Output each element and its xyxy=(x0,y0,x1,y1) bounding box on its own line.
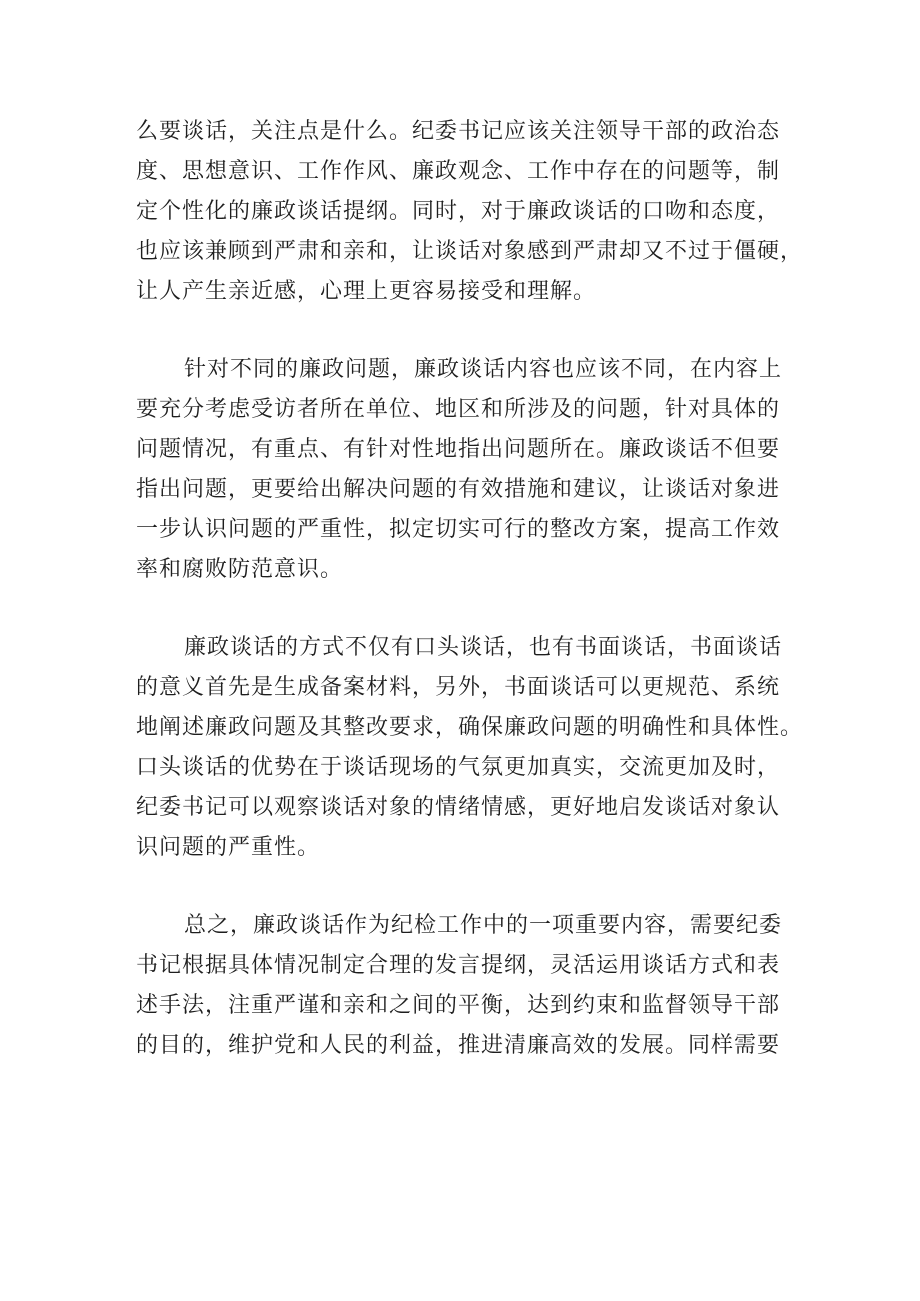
text-line: 定个性化的廉政谈话提纲。同时，对于廉政谈话的口吻和态度， xyxy=(136,199,781,224)
text-line: 口头谈话的优势在于谈话现场的气氛更加真实，交流更加及时， xyxy=(136,755,781,780)
text-line: 么要谈话，关注点是什么。纪委书记应该关注领导干部的政治态 xyxy=(136,119,781,144)
paragraph-spacing xyxy=(136,312,796,350)
text-line: 一步认识问题的严重性，拟定切实可行的整改方案，提高工作效 xyxy=(136,517,781,542)
text-line: 的意义首先是生成备案材料，另外，书面谈话可以更规范、系统 xyxy=(136,675,781,700)
text-line: 问题情况，有重点、有针对性地指出问题所在。廉政谈话不但要 xyxy=(136,437,781,462)
text-line: 述手法，注重严谨和亲和之间的平衡，达到约束和监督领导干部 xyxy=(136,993,781,1018)
text-line: 的目的，维护党和人民的利益，推进清廉高效的发展。同样需要 xyxy=(136,1033,781,1058)
text-line: 纪委书记可以观察谈话对象的情绪情感，更好地启发谈话对象认 xyxy=(136,795,781,820)
text-line: 识问题的严重性。 xyxy=(136,835,321,860)
text-line: 率和腐败防范意识。 xyxy=(136,557,344,582)
paragraph-spacing xyxy=(136,868,796,906)
text-line-indented: 针对不同的廉政问题，廉政谈话内容也应该不同，在内容上 xyxy=(184,357,783,382)
paragraph-4 xyxy=(136,906,796,1066)
text-line: 书记根据具体情况制定合理的发言提纲，灵活运用谈话方式和表 xyxy=(136,953,781,978)
paragraph-1 xyxy=(136,112,804,312)
text-line: 地阐述廉政问题及其整改要求，确保廉政问题的明确性和具体性。 xyxy=(136,715,804,740)
paragraph-3 xyxy=(136,628,804,868)
document-body xyxy=(136,112,804,1066)
paragraph-spacing xyxy=(136,590,796,628)
text-line-indented: 总之，廉政谈话作为纪检工作中的一项重要内容，需要纪委 xyxy=(184,913,783,938)
text-line: 也应该兼顾到严肃和亲和，让谈话对象感到严肃却又不过于僵硬， xyxy=(136,239,804,264)
paragraph-2 xyxy=(136,350,796,590)
text-line: 度、思想意识、工作作风、廉政观念、工作中存在的问题等，制 xyxy=(136,159,781,184)
text-line: 指出问题，更要给出解决问题的有效措施和建议，让谈话对象进 xyxy=(136,477,781,502)
text-line-indented: 廉政谈话的方式不仅有口头谈话，也有书面谈话，书面谈话 xyxy=(184,635,783,660)
text-line: 让人产生亲近感，心理上更容易接受和理解。 xyxy=(136,279,597,304)
text-line: 要充分考虑受访者所在单位、地区和所涉及的问题，针对具体的 xyxy=(136,397,781,422)
